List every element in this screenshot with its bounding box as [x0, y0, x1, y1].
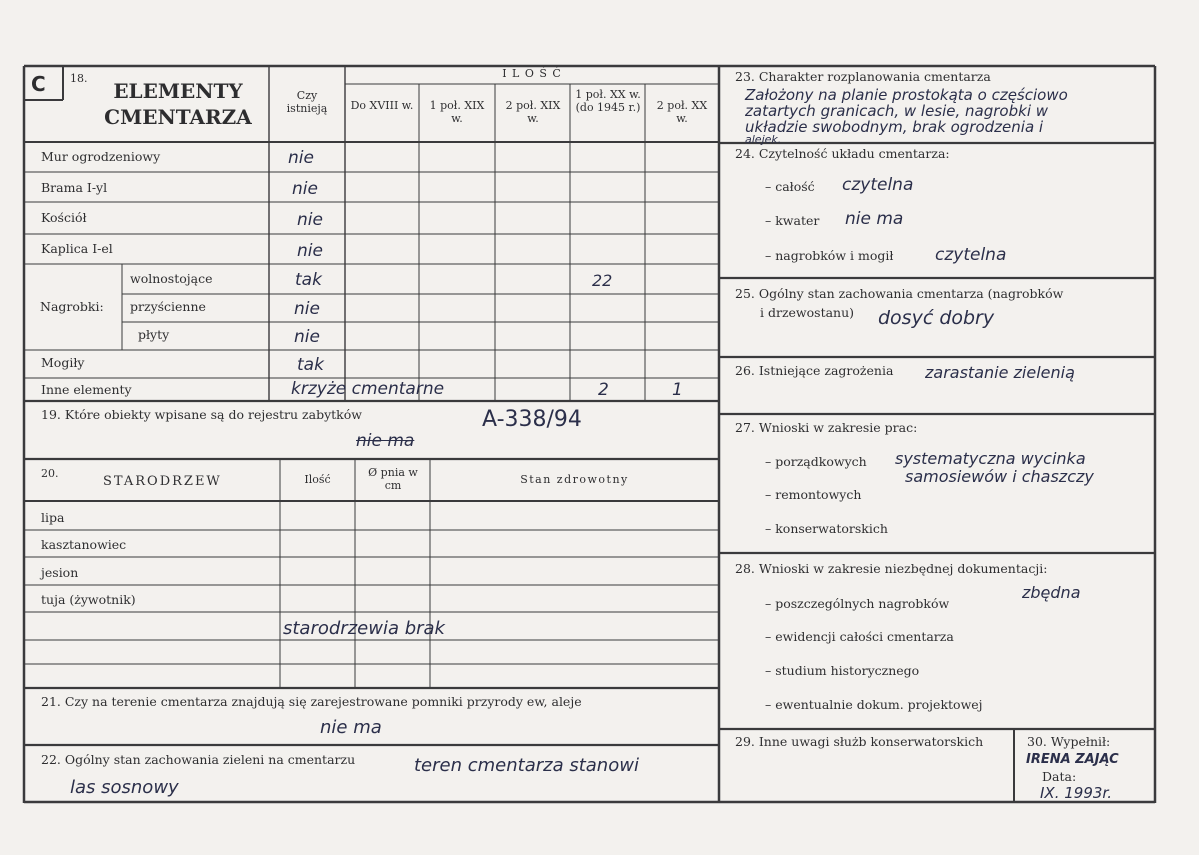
q26-label: 26. Istniejące zagrożenia	[735, 363, 894, 378]
row-label: płyty	[138, 327, 170, 342]
filled-by-name: IRENA ZAJĄC	[1026, 752, 1119, 767]
tree-label: lipa	[41, 510, 65, 525]
register-number: A-338/94	[482, 407, 582, 432]
exists-value: krzyże cmentarne	[291, 379, 445, 399]
q30-label: 30. Wypełnił:	[1027, 734, 1111, 749]
q23-line: alejek.	[745, 133, 782, 146]
trees-note: starodrzewia brak	[283, 618, 445, 639]
q24-item-label: – kwater	[765, 213, 820, 228]
q24-item-label: – całość	[765, 179, 815, 194]
exists-value: nie	[294, 327, 320, 347]
exists-value: tak	[297, 355, 324, 375]
filled-date: IX. 1993r.	[1040, 784, 1112, 802]
register-label: 19. Które obiekty wpisane są do rejestru zabytków	[41, 407, 362, 422]
card-letter: C	[31, 72, 46, 96]
col-period-3: 2 poł. XIX w.	[505, 99, 561, 125]
q27-answer-1: systematyczna wycinka	[895, 449, 1086, 468]
col-period-4: 1 poł. XX w. (do 1945 r.)	[575, 88, 641, 114]
q24-item-value: nie ma	[845, 209, 904, 229]
q28-item: – poszczególnych nagrobków	[765, 596, 950, 611]
col-period-2: 1 poł. XIX w.	[429, 99, 485, 125]
exists-value: nie	[292, 179, 318, 199]
q27-item: – konserwatorskich	[765, 521, 888, 536]
trees-number: 20.	[41, 467, 59, 480]
q27-item: – porządkowych	[765, 454, 867, 469]
exists-value: nie	[288, 148, 314, 168]
q24-label: 24. Czytelność układu cmentarza:	[735, 146, 950, 161]
q29-label: 29. Inne uwagi służb konserwatorskich	[735, 734, 984, 749]
count-xx1: 2	[598, 380, 609, 400]
q24-item-label: – nagrobków i mogił	[765, 248, 894, 263]
row-label: przyścienne	[130, 299, 206, 314]
count-xx1: 22	[592, 271, 613, 290]
tree-label: kasztanowiec	[41, 537, 127, 552]
q24-item-value: czytelna	[842, 175, 914, 195]
q23-line: układzie swobodnym, brak ogrodzenia i	[745, 118, 1044, 136]
exists-value: nie	[297, 210, 323, 230]
section-number: 18.	[70, 72, 88, 85]
tree-label: jesion	[41, 565, 79, 580]
col-exists-header: Czy istnieją	[286, 89, 328, 115]
ilosc-header: I L O Ś Ć	[502, 67, 562, 80]
row-label: Mogiły	[41, 355, 85, 370]
row-label: Kaplica I-el	[41, 241, 113, 256]
row-label: Brama I-yl	[41, 180, 108, 195]
nagrobki-label: Nagrobki:	[40, 299, 104, 314]
q26-answer: zarastanie zielenią	[925, 363, 1075, 382]
q22-label: 22. Ogólny stan zachowania zieleni na cmentarzu	[41, 752, 356, 767]
q21-label: 21. Czy na terenie cmentarza znajdują się zarejestrowane pomniki przyrody ew, aleje	[41, 694, 582, 709]
q27-answer-2: samosiewów i chaszczy	[905, 467, 1094, 486]
tree-label: tuja (żywotnik)	[41, 592, 136, 607]
title-line-2: CMENTARZA	[104, 105, 252, 129]
row-label: Kościół	[41, 210, 87, 225]
date-label: Data:	[1042, 769, 1077, 784]
q28-answer: zbędna	[1022, 583, 1081, 602]
q28-item: – ewentualnie dokum. projektowej	[765, 697, 983, 712]
col-diameter: Ø pnia w cm	[368, 466, 418, 492]
section-title	[90, 78, 266, 130]
row-label: wolnostojące	[130, 271, 213, 286]
col-health: Stan zdrowotny	[520, 473, 629, 486]
count-xx2: 1	[672, 380, 683, 400]
q28-item: – studium historycznego	[765, 663, 920, 678]
trees-title: STARODRZEW	[103, 474, 222, 489]
title-line-1: ELEMENTY	[113, 79, 243, 103]
q23-line: zatartych granicach, w lesie, nagrobki w	[745, 102, 1049, 120]
col-count: Ilość	[304, 473, 331, 486]
row-label: Inne elementy	[41, 382, 132, 397]
q23-label: 23. Charakter rozplanowania cmentarza	[735, 69, 991, 84]
exists-value: nie	[294, 299, 320, 319]
exists-value: nie	[297, 241, 323, 261]
col-period-1: Do XVIII w.	[350, 99, 414, 112]
q25-label-1: 25. Ogólny stan zachowania cmentarza (nagrobków	[735, 286, 1064, 301]
row-label: Mur ogrodzeniowy	[41, 149, 161, 164]
q28-label: 28. Wnioski w zakresie niezbędnej dokumentacji:	[735, 561, 1048, 576]
q28-item: – ewidencji całości cmentarza	[765, 629, 954, 644]
q23-line: Założony na planie prostokąta o częściowo	[745, 86, 1068, 104]
q27-item: – remontowych	[765, 487, 862, 502]
register-struck: nie ma	[356, 431, 415, 451]
q22-answer-2: las sosnowy	[70, 777, 179, 798]
q21-answer: nie ma	[320, 717, 382, 738]
q25-answer: dosyć dobry	[878, 307, 995, 329]
exists-value: tak	[295, 270, 322, 290]
q27-label: 27. Wnioski w zakresie prac:	[735, 420, 918, 435]
q22-answer-1: teren cmentarza stanowi	[414, 755, 639, 776]
q24-item-value: czytelna	[935, 245, 1007, 265]
col-period-5: 2 poł. XX w.	[656, 99, 708, 125]
q25-label-2: i drzewostanu)	[760, 305, 855, 320]
